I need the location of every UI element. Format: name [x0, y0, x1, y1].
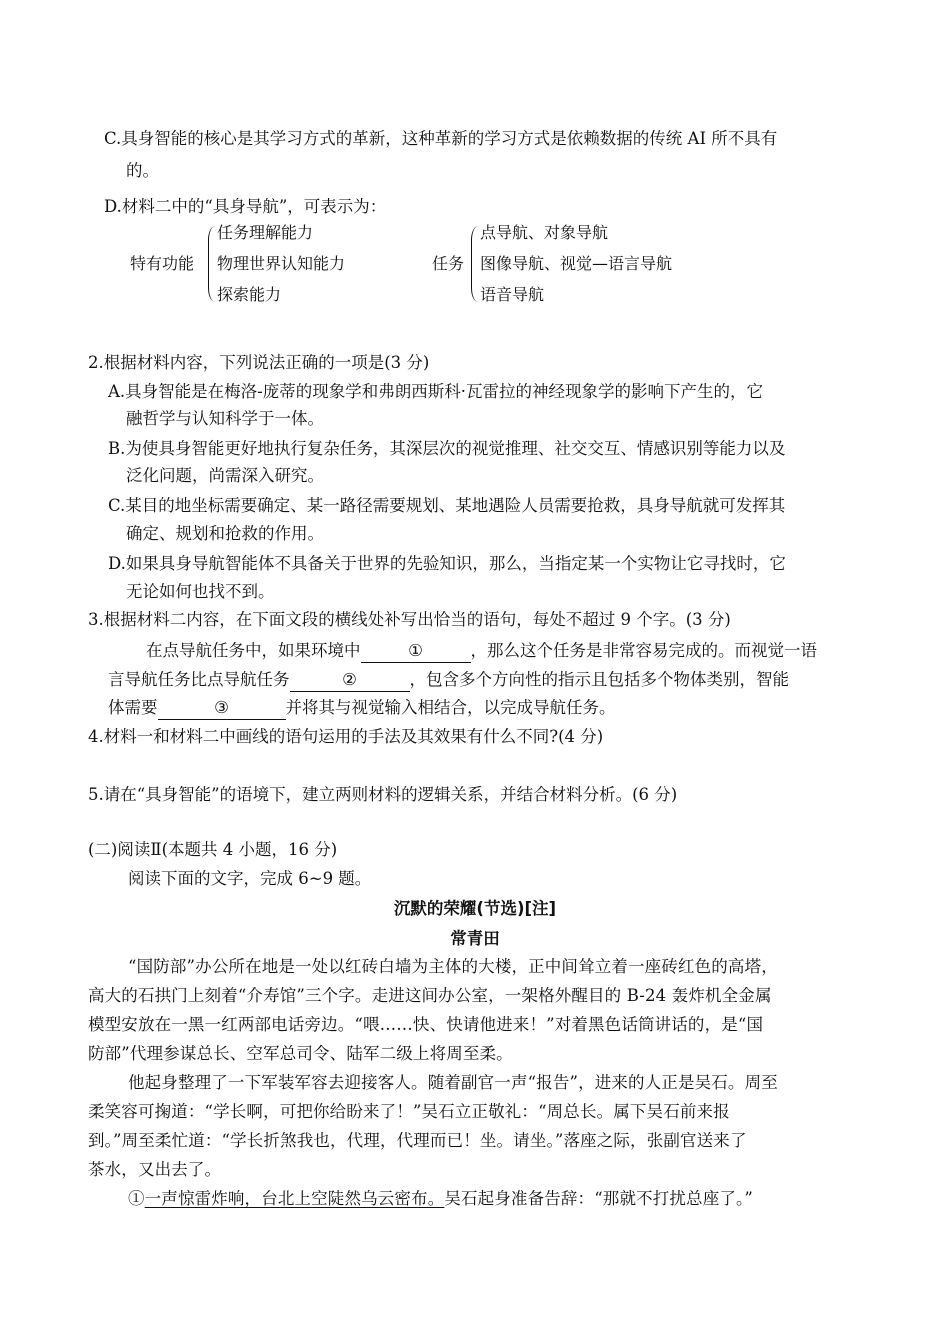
blank-1[interactable]: ①: [361, 640, 471, 663]
q2-option-d-line1: D.如果具身导航智能体不具备关于世界的先验知识，那么，当指定某一个实物让它寻找时，它: [108, 554, 786, 573]
passage-line: 他起身整理了一下军装军容去迎接客人。随着副官一声“报告”，进来的人正是吴石。周至: [128, 1073, 778, 1092]
blank-3[interactable]: ③: [158, 697, 286, 720]
passage-line: 到。”周至柔忙道：“学长折煞我也，代理，代理而已！坐。请坐。”落座之际，张副官送来了: [88, 1131, 747, 1150]
q3-text: ，包含多个方向性的指示且包括多个物体类别，智能: [409, 670, 789, 689]
q2-stem: 2.根据材料内容，下列说法正确的一项是(3 分): [88, 353, 430, 372]
diagram-right-item: 点导航、对象导航: [480, 223, 609, 242]
q3-text: 在点导航任务中，如果环境中: [146, 641, 361, 660]
diagram-left-item: 物理世界认知能力: [217, 254, 346, 273]
diagram-right-item: 语音导航: [480, 285, 545, 304]
q2-option-a-line2: 融哲学与认知科学于一体。: [126, 409, 324, 428]
q2-option-c-line2: 确定、规划和抢救的作用。: [126, 524, 324, 543]
passage-line: 防部”代理参谋总长、空军总司令、陆军二级上将周至柔。: [88, 1044, 513, 1063]
diagram-left-item: 探索能力: [217, 285, 282, 304]
diagram-right-label: 任务: [432, 254, 465, 273]
blank-2[interactable]: ②: [290, 669, 410, 692]
q2-option-b-line1: B.为使具身智能更好地执行复杂任务，其深层次的视觉推理、社交交互、情感识别等能力以及: [108, 439, 786, 458]
q3-text: ，那么这个任务是非常容易完成的。而视觉一语: [470, 641, 817, 660]
q3-passage-line2: [108, 669, 789, 692]
diagram-right-item: 图像导航、视觉—语言导航: [480, 254, 673, 273]
q4-stem: 4.材料一和材料二中画线的语句运用的手法及其效果有什么不同?(4 分): [88, 727, 604, 746]
section-instruction: 阅读下面的文字，完成 6~9 题。: [128, 869, 372, 888]
passage-line: 茶水，又出去了。: [88, 1160, 222, 1179]
passage-text: 吴石起身准备告辞：“那就不打扰总座了。”: [444, 1189, 753, 1208]
passage-line: 柔笑容可掬道：“学长啊，可把你给盼来了！”吴石立正敬礼：“周总长。属下吴石前来报: [88, 1102, 730, 1121]
q2-option-d-line2: 无论如何也找不到。: [126, 582, 275, 601]
left-brace: [208, 226, 217, 302]
passage-author: 常青田: [450, 929, 500, 948]
q2-option-c-line1: C.某目的地坐标需要确定、某一路径需要规划、某地遇险人员需要抢救，具身导航就可发挥其: [108, 496, 786, 515]
q3-text: 并将其与视觉输入相结合，以完成导航任务。: [285, 698, 616, 717]
passage-line: 高大的石拱门上刻着“介寿馆”三个字。走进这间办公室，一架格外醒目的 B-24 轰炸机全金属: [88, 986, 772, 1005]
right-brace: [471, 226, 480, 302]
circled-number: ①: [128, 1189, 145, 1208]
q2-option-b-line2: 泛化问题，尚需深入研究。: [126, 466, 324, 485]
q3-stem: 3.根据材料二内容，在下面文段的横线处补写出恰当的语句，每处不超过 9 个字。(3 分): [88, 610, 731, 629]
section-heading: (二)阅读Ⅱ(本题共 4 小题，16 分): [88, 840, 338, 859]
q1-option-d: D.材料二中的“具身导航”，可表示为：: [104, 197, 387, 216]
passage-title: 沉默的荣耀(节选)[注]: [393, 899, 557, 918]
underlined-sentence: 一声惊雷炸响，台北上空陡然乌云密布。: [144, 1189, 445, 1208]
diagram-left-label: 特有功能: [130, 254, 195, 273]
q1-option-c-line1: C.具身智能的核心是其学习方式的革新，这种革新的学习方式是依赖数据的传统 AI 所不具有: [104, 129, 778, 148]
q2-option-a-line1: A.具身智能是在梅洛-庞蒂的现象学和弗朗西斯科·瓦雷拉的神经现象学的影响下产生的，它: [108, 382, 763, 401]
passage-line: “国防部”办公所在地是一处以红砖白墙为主体的大楼，正中间耸立着一座砖红色的高塔，: [128, 957, 778, 976]
q3-text: 言导航任务比点导航任务: [108, 670, 290, 689]
passage-line: [128, 1188, 753, 1210]
q1-option-c-line2: 的。: [126, 161, 159, 180]
q3-passage-line1: [146, 640, 817, 663]
diagram-left-item: 任务理解能力: [217, 223, 314, 242]
q3-passage-line3: [108, 697, 616, 720]
q3-text: 体需要: [108, 698, 158, 717]
passage-line: 模型安放在一黑一红两部电话旁边。“喂……快、快请他进来！”对着黑色话筒讲话的，是“国: [88, 1015, 764, 1034]
q5-stem: 5.请在“具身智能”的语境下，建立两则材料的逻辑关系，并结合材料分析。(6 分): [88, 785, 678, 804]
